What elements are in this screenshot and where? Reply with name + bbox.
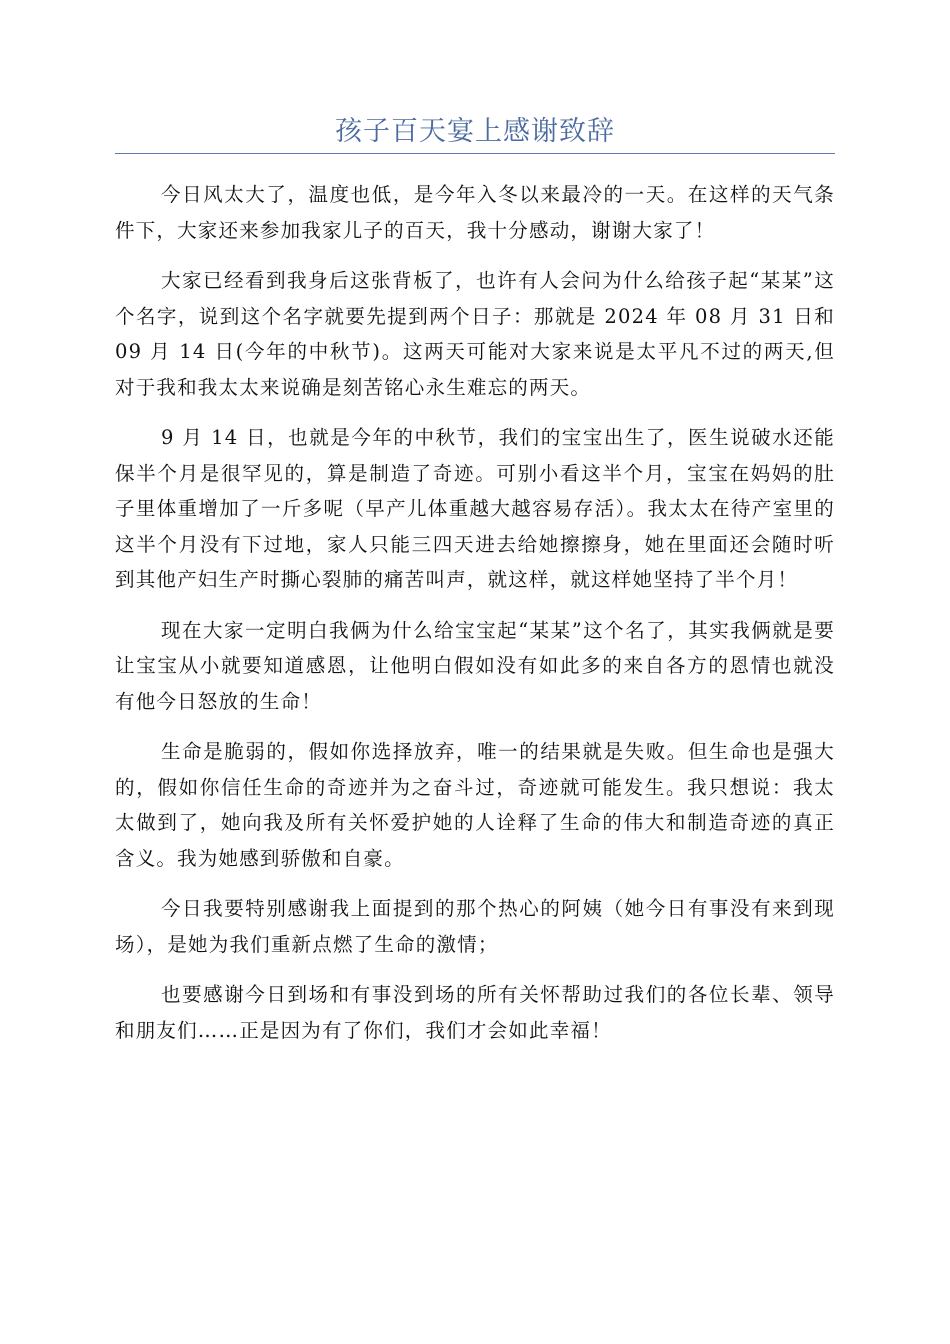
paragraph-2: 大家已经看到我身后这张背板了，也许有人会问为什么给孩子起“某某”这个名字，说到这个名字就要先提到两个日子：那就是 2024 年 08 月 31 日和 09 月 14 日(今年的中秋节)。这两天可能对大家来说是太平凡不过的两天,但对于我和我太太来说确是刻苦铭心永生难忘的两天。 [115,269,835,399]
paragraph-7: 也要感谢今日到场和有事没到场的所有关怀帮助过我们的各位长辈、领导和朋友们……正是因为有了你们，我们才会如此幸福！ [115,983,835,1042]
paragraph-1: 今日风太大了，温度也低，是今年入冬以来最冷的一天。在这样的天气条件下，大家还来参加我家儿子的百天，我十分感动，谢谢大家了！ [115,183,835,242]
paragraph-6: 今日我要特别感谢我上面提到的那个热心的阿姨（她今日有事没有来到现场），是她为我们重新点燃了生命的激情； [115,897,835,956]
document-body [115,177,835,1063]
title-underline [115,153,835,154]
paragraph-4: 现在大家一定明白我俩为什么给宝宝起“某某”这个名了，其实我俩就是要让宝宝从小就要知道感恩，让他明白假如没有如此多的来自各方的恩情也就没有他今日怒放的生命！ [115,618,835,713]
paragraph-5: 生命是脆弱的，假如你选择放弃，唯一的结果就是失败。但生命也是强大的，假如你信任生命的奇迹并为之奋斗过，奇迹就可能发生。我只想说：我太太做到了，她向我及所有关怀爱护她的人诠释了生命的伟大和制造奇迹的真正含义。我为她感到骄傲和自豪。 [115,740,835,870]
document-title: 孩子百天宴上感谢致辞 [335,116,615,147]
paragraph-3: 9 月 14 日，也就是今年的中秋节，我们的宝宝出生了，医生说破水还能保半个月是很罕见的，算是制造了奇迹。可别小看这半个月，宝宝在妈妈的肚子里体重增加了一斤多呢（早产儿体重越大越容易存活）。我太太在待产室里的这半个月没有下过地，家人只能三四天进去给她擦擦身，她在里面还会随时听到其他产妇生产时撕心裂肺的痛苦叫声，就这样，就这样她坚持了半个月！ [115,426,835,591]
